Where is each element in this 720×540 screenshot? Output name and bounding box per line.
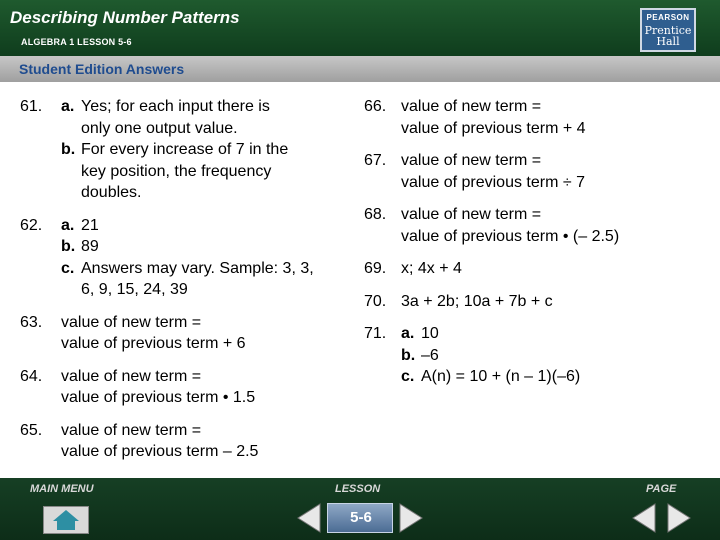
answers-left-column bbox=[20, 96, 350, 463]
answer-text: 89 bbox=[81, 238, 99, 255]
answer-text: 21 bbox=[81, 216, 99, 234]
pearson-logo bbox=[640, 8, 696, 52]
main-menu-button[interactable] bbox=[43, 506, 89, 534]
section-band bbox=[0, 56, 720, 82]
answer-line: value of previous term + 4 bbox=[401, 119, 586, 137]
next-lesson-button[interactable] bbox=[398, 502, 424, 534]
answer-68 bbox=[364, 204, 714, 247]
previous-lesson-button[interactable] bbox=[296, 502, 322, 534]
answer-line: value of new term = bbox=[61, 421, 202, 439]
answer-62 bbox=[20, 215, 350, 301]
page-label: PAGE bbox=[646, 483, 677, 495]
part-letter: b. bbox=[401, 346, 416, 364]
answer-number: 64. bbox=[20, 367, 43, 385]
answer-text: 10 bbox=[421, 325, 439, 342]
section-label: Student Edition Answers bbox=[19, 61, 185, 77]
answer-number: 65. bbox=[20, 421, 43, 439]
answers-right-column bbox=[364, 96, 714, 388]
answer-70 bbox=[364, 291, 714, 313]
answer-line: value of new term = bbox=[61, 313, 202, 331]
main-menu-label: MAIN MENU bbox=[30, 483, 94, 495]
answer-text: Answers may vary. Sample: 3, 3, 6, 9, 15, 24, 39 bbox=[81, 259, 314, 298]
answer-text: Yes; for each input there is only one output value. bbox=[81, 98, 270, 137]
part-letter: c. bbox=[401, 368, 415, 385]
part-letter: a. bbox=[61, 98, 75, 115]
answer-text: –6 bbox=[421, 346, 439, 364]
answer-text: For every increase of 7 in the key position, the frequency doubles. bbox=[81, 141, 289, 201]
answer-number: 67. bbox=[364, 152, 387, 169]
lesson-number: 5-6 bbox=[350, 509, 372, 526]
answer-number: 61. bbox=[20, 98, 43, 115]
answer-line: value of new term = bbox=[401, 98, 542, 115]
answer-line: value of new term = bbox=[61, 367, 202, 385]
part-letter: a. bbox=[401, 325, 415, 342]
answer-line: value of previous term – 2.5 bbox=[61, 443, 259, 460]
part-letter: a. bbox=[61, 216, 75, 234]
answer-line: x; 4x + 4 bbox=[401, 260, 462, 277]
answer-61 bbox=[20, 96, 350, 204]
logo-text-bottom: Hall bbox=[656, 35, 680, 48]
answer-67 bbox=[364, 150, 714, 193]
answer-64 bbox=[20, 366, 350, 409]
lesson-label: LESSON bbox=[335, 483, 381, 495]
answer-number: 68. bbox=[364, 206, 387, 223]
page-title: Describing Number Patterns bbox=[10, 8, 240, 27]
answer-line: value of new term = bbox=[401, 152, 542, 169]
header-bar bbox=[0, 0, 720, 56]
logo-text-top: PEARSON bbox=[646, 13, 690, 22]
answer-number: 63. bbox=[20, 313, 43, 331]
answer-line: value of previous term • 1.5 bbox=[61, 389, 256, 406]
answer-text: A(n) = 10 + (n – 1)(–6) bbox=[421, 368, 581, 385]
home-icon bbox=[44, 507, 88, 533]
answer-line: value of previous term • (– 2.5) bbox=[401, 227, 620, 245]
answer-number: 66. bbox=[364, 98, 387, 115]
previous-page-button[interactable] bbox=[631, 502, 657, 534]
answer-number: 71. bbox=[364, 325, 387, 342]
part-letter: b. bbox=[61, 238, 76, 255]
answer-65 bbox=[20, 420, 350, 463]
answer-number: 70. bbox=[364, 292, 387, 310]
lesson-subtitle: ALGEBRA 1 LESSON 5-6 bbox=[21, 37, 132, 47]
part-letter: b. bbox=[61, 141, 76, 158]
next-page-button[interactable] bbox=[666, 502, 692, 534]
answer-number: 62. bbox=[20, 216, 43, 234]
answer-line: value of previous term + 6 bbox=[61, 335, 246, 352]
answer-69 bbox=[364, 258, 714, 280]
answer-line: value of new term = bbox=[401, 206, 542, 223]
footer-bar bbox=[0, 478, 720, 540]
lesson-button[interactable] bbox=[327, 503, 393, 533]
part-letter: c. bbox=[61, 259, 75, 277]
logo-text-mid: Prentice bbox=[644, 24, 692, 37]
answer-line: 3a + 2b; 10a + 7b + c bbox=[401, 292, 553, 310]
answer-66 bbox=[364, 96, 714, 139]
answer-63 bbox=[20, 312, 350, 355]
answer-number: 69. bbox=[364, 260, 387, 277]
answer-71 bbox=[364, 323, 714, 388]
answer-line: value of previous term ÷ 7 bbox=[401, 173, 585, 191]
